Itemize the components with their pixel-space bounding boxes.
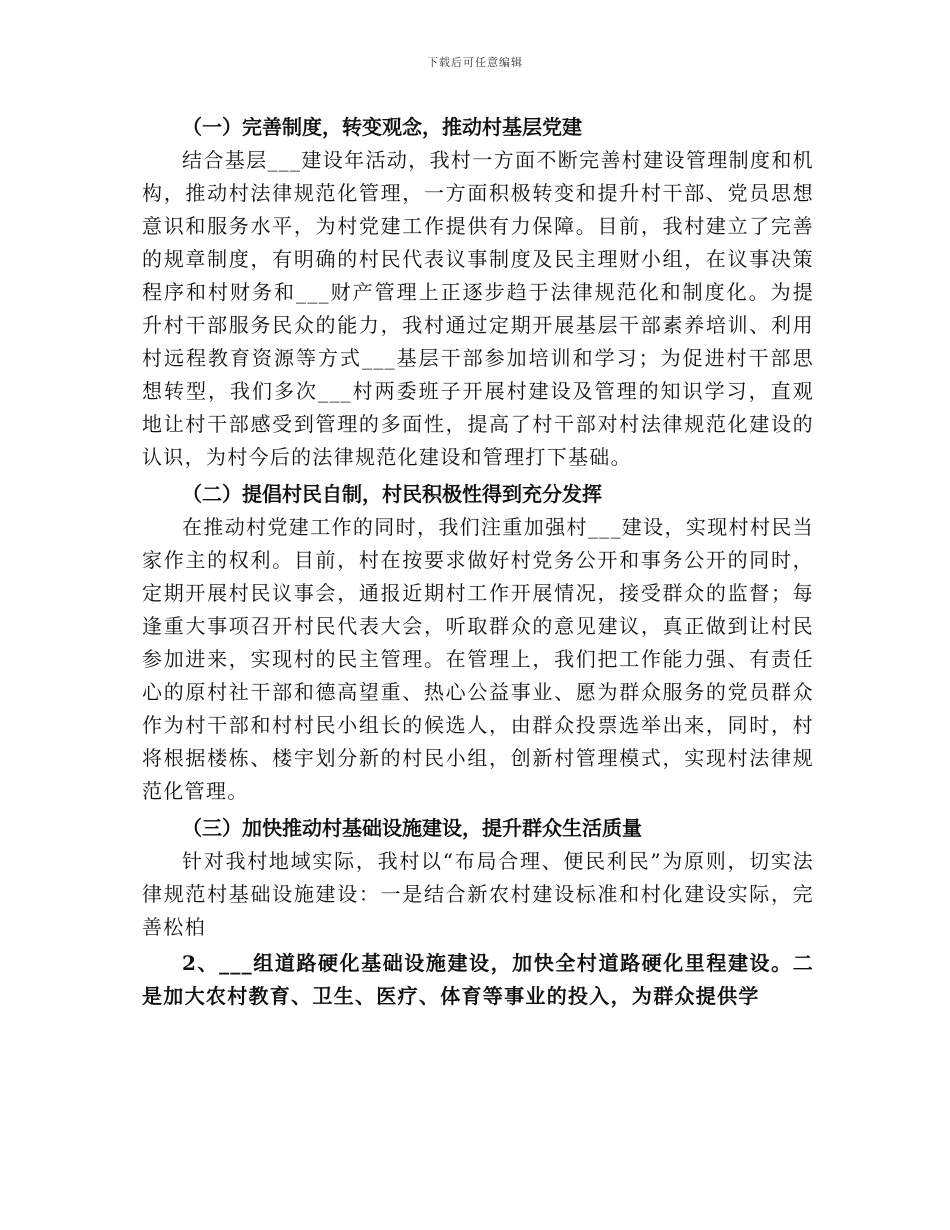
section-heading-3: （三）加快推动村基础设施建设，提升群众生活质量 <box>182 816 642 840</box>
section-paragraph-1: 结合基层___建设年活动，我村一方面不断完善村建设管理制度和机构，推动村法律规范化管理，一方面积极转变和提升村干部、党员思想意识和服务水平，为村党建工作提供有力保障。目前，我村建立了完善的规章制度，有明确的村民代表议事制度及民主理财小组，在议事决策程序和村财务和___财产管理上正逐步趋于法律规范化和制度化。为提升村干部服务民众的能力，我村通过定期开展基层干部素养培训、利用村远程教育资源等方式___基层干部参加培训和学习；为促进村干部思想转型，我们多次___村两委班子开展村建设及管理的知识学习，直观地让村干部感受到管理的多面性，提高了村干部对村法律规范化建设的认识，为村今后的法律规范化建设和管理打下基础。 <box>142 148 814 469</box>
section-paragraph-3: 针对我村地域实际，我村以“布局合理、便民利民”为原则，切实法律规范村基础设施建设：一是结合新农村建设标准和村化建设实际，完善松柏 <box>142 849 814 939</box>
page-header: 下载后可任意编辑 <box>427 56 523 69</box>
document-body <box>142 110 814 1013</box>
section-paragraph-2: 在推动村党建工作的同时，我们注重加强村___建设，实现村村民当家作主的权利。目前，村在按要求做好村党务公开和事务公开的同时，定期开展村民议事会，通报近期村工作开展情况，接受群众的监督；每逢重大事项召开村民代表大会，听取群众的意见建议，真正做到让村民参加进来，实现村的民主管理。在管理上，我们把工作能力强、有责任心的原村社干部和德高望重、热心公益事业、愿为群众服务的党员群众作为村干部和村村民小组长的候选人，由群众投票选举出来，同时，村将根据楼栋、楼宇划分新的村民小组，创新村管理模式，实现村法律规范化管理。 <box>142 515 814 803</box>
section-paragraph-4: 2、___组道路硬化基础设施建设，加快全村道路硬化里程建设。二是加大农村教育、卫生、医疗、体育等事业的投入，为群众提供学 <box>142 951 814 1008</box>
section-heading-1: （一）完善制度，转变观念，推动村基层党建 <box>182 115 582 139</box>
section-heading-2: （二）提倡村民自制，村民积极性得到充分发挥 <box>182 482 602 506</box>
